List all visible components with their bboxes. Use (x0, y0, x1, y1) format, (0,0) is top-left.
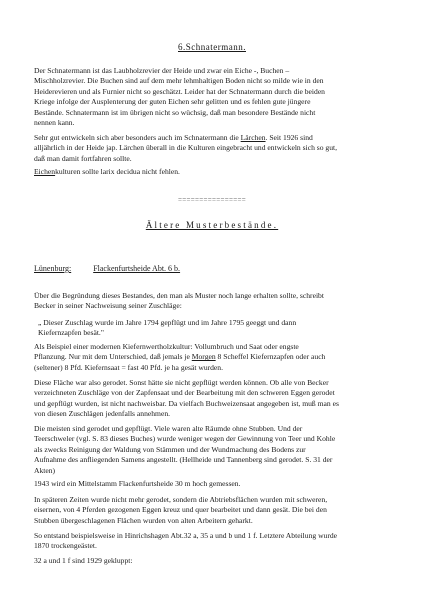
text-line: Bestände. Schnatermann ist im übrigen nicht so wüchsig, daß man besondere Bestände nicht (34, 107, 316, 117)
text-line: Der Schnatermann ist das Laubholzrevier der Heide und zwar ein Eiche -, Buchen – (34, 66, 290, 75)
section-divider: ================ (178, 196, 246, 204)
paragraph-spaetere-zeiten (34, 495, 396, 526)
text-line: Mischholzrevier. Die Buchen sind auf dem mehr lehmhaltigen Boden nicht so milde wie in den (34, 76, 324, 86)
text-line: Heiderevieren und als Furnier nicht so geschätzt. Leider hat der Schnatermann durch die beiden (34, 86, 325, 96)
paragraph-quote-becker (38, 318, 400, 339)
paragraph-wertholzkultur (34, 342, 396, 373)
text-line: Als Beispiel einer modernen Kiefernwertholzkultur: Vollumbruch und Saat oder engste (34, 342, 299, 351)
paragraph-laerchen (34, 133, 396, 164)
location-heading (34, 264, 180, 273)
text-line: So entstand beispielsweise in Hinrichshagen Abt.32 a, 35 a und b und 1 f. Letztere Abteilung wurde (34, 531, 338, 540)
text-line: Diese Fläche war also gerodet. Sonst hätte sie nicht gepflügt werden können. Ob alle von Becker (34, 378, 329, 387)
section-title-schnatermann: 6.Schnatermann. (178, 42, 246, 52)
underlined-word-morgen: Morgen (191, 352, 216, 362)
text-line: In späteren Zeiten wurde nicht mehr gerodet, sondern die Abtriebsflächen wurden mit schweren, (34, 495, 328, 504)
text-line: 32 a und 1 f sind 1929 gekluppt: (34, 556, 133, 565)
text-line: „ Dieser Zuschlag wurde im Jahre 1794 gepflügt und im Jahre 1795 geeggt und dann (38, 318, 297, 327)
text-line: (seltener) 8 Pfd. Kiefernsaat = fast 40 Pfd. je ha gesät wurden. (34, 362, 224, 372)
text-line (34, 167, 396, 177)
text-line: eisernen, von 4 Pferden gezogenen Eggen kreuz und quer bearbeitet und dann gesät. Die bei den (34, 505, 327, 515)
text-line: 1943 wird ein Mittelstamm Flackenfurtsheide 30 m hoch gemessen. (34, 479, 241, 488)
section-title-musterbestaende: Ältere Musterbestände. (145, 220, 279, 230)
text-line: Kiefernzapfen besät." (38, 328, 104, 338)
text-line: Kriege infolge der Ausplenterung der guten Eichen sehr gelitten und es fehlen gute jüngere (34, 97, 311, 107)
text-line: Aufnahme des anfliegenden Samens angestellt. (Hellheide und Tannenberg sind gerodet. S. 31 der (34, 455, 333, 465)
paragraph-teerschweler (34, 424, 396, 476)
paragraph-gekluppt (34, 556, 396, 566)
text-fragment: . Seit 1926 sind (265, 133, 313, 142)
paragraph-eichenkulturen (34, 167, 396, 177)
location-place: Lünenburg: (34, 264, 72, 273)
text-line: Die meisten sind gerodet und gepflügt. Viele waren alte Räumde ohne Stubben. Und der (34, 424, 303, 433)
paragraph-gerodet (34, 378, 396, 420)
paragraph-begruendung (34, 291, 396, 312)
text-line: und gepflügt wurden, ist nicht nachweisbar. Da vielfach Buchweizensaat angegeben ist, muß man es (34, 398, 339, 408)
text-line: Teerschweler (vgl. S. 83 dieses Buches) wurde weniger wegen der Gewinnung von Teer und Kohle (34, 434, 336, 444)
text-line: Akten) (34, 465, 56, 475)
text-line: Becker in seiner Nachweisung seiner Zuschläge: (34, 301, 182, 311)
text-fragment: Sehr gut entwickeln sich aber besonders auch im Schnatermann die (34, 133, 241, 142)
text-line (34, 352, 396, 362)
text-line: als zwecks Reinigung der Waldung von Stämmen und der Wundmachung des Bodens zur (34, 444, 306, 454)
paragraph-schnatermann-intro (34, 66, 396, 128)
text-line: Stubben übergeschlagenen Flächen wurden von alten Arbeitern geharkt. (34, 515, 253, 525)
text-line: 1870 trockengeästet. (34, 541, 97, 551)
text-line: alljährlich in der Heide jap. Lärchen überall in die Kulturen eingebracht und entwickeln sich so gut, (34, 143, 338, 153)
underlined-word-laerchen: Lärchen (240, 133, 266, 142)
location-name: Flackenfurtsheide Abt. 6 b. (93, 264, 181, 273)
text-line: von diesen Zuschlägen jedenfalls annehmen. (34, 409, 171, 419)
text-line: verzeichneten Zuschläge von der Zapfensaat und der Bearbeitung mit den schweren Eggen gerodet (34, 388, 335, 398)
text-fragment: kulturen sollte larix decidua nicht fehlen. (55, 167, 180, 176)
paragraph-hinrichshagen (34, 531, 396, 552)
text-line: nennen kann. (34, 118, 75, 128)
underlined-word-eichen: Eichen (34, 167, 56, 176)
text-line: daß man damit fortfahren sollte. (34, 153, 132, 163)
text-line: Über die Begründung dieses Bestandes, den man als Muster noch lange erhalten sollte, schreibt (34, 291, 324, 300)
text-fragment: 8 Scheffel Kiefernzapfen oder auch (215, 352, 326, 362)
text-line (34, 133, 396, 143)
text-fragment: Pflanzung. Nur mit dem Unterschied, daß jemals je (34, 352, 192, 362)
paragraph-mittelstamm (34, 479, 396, 489)
